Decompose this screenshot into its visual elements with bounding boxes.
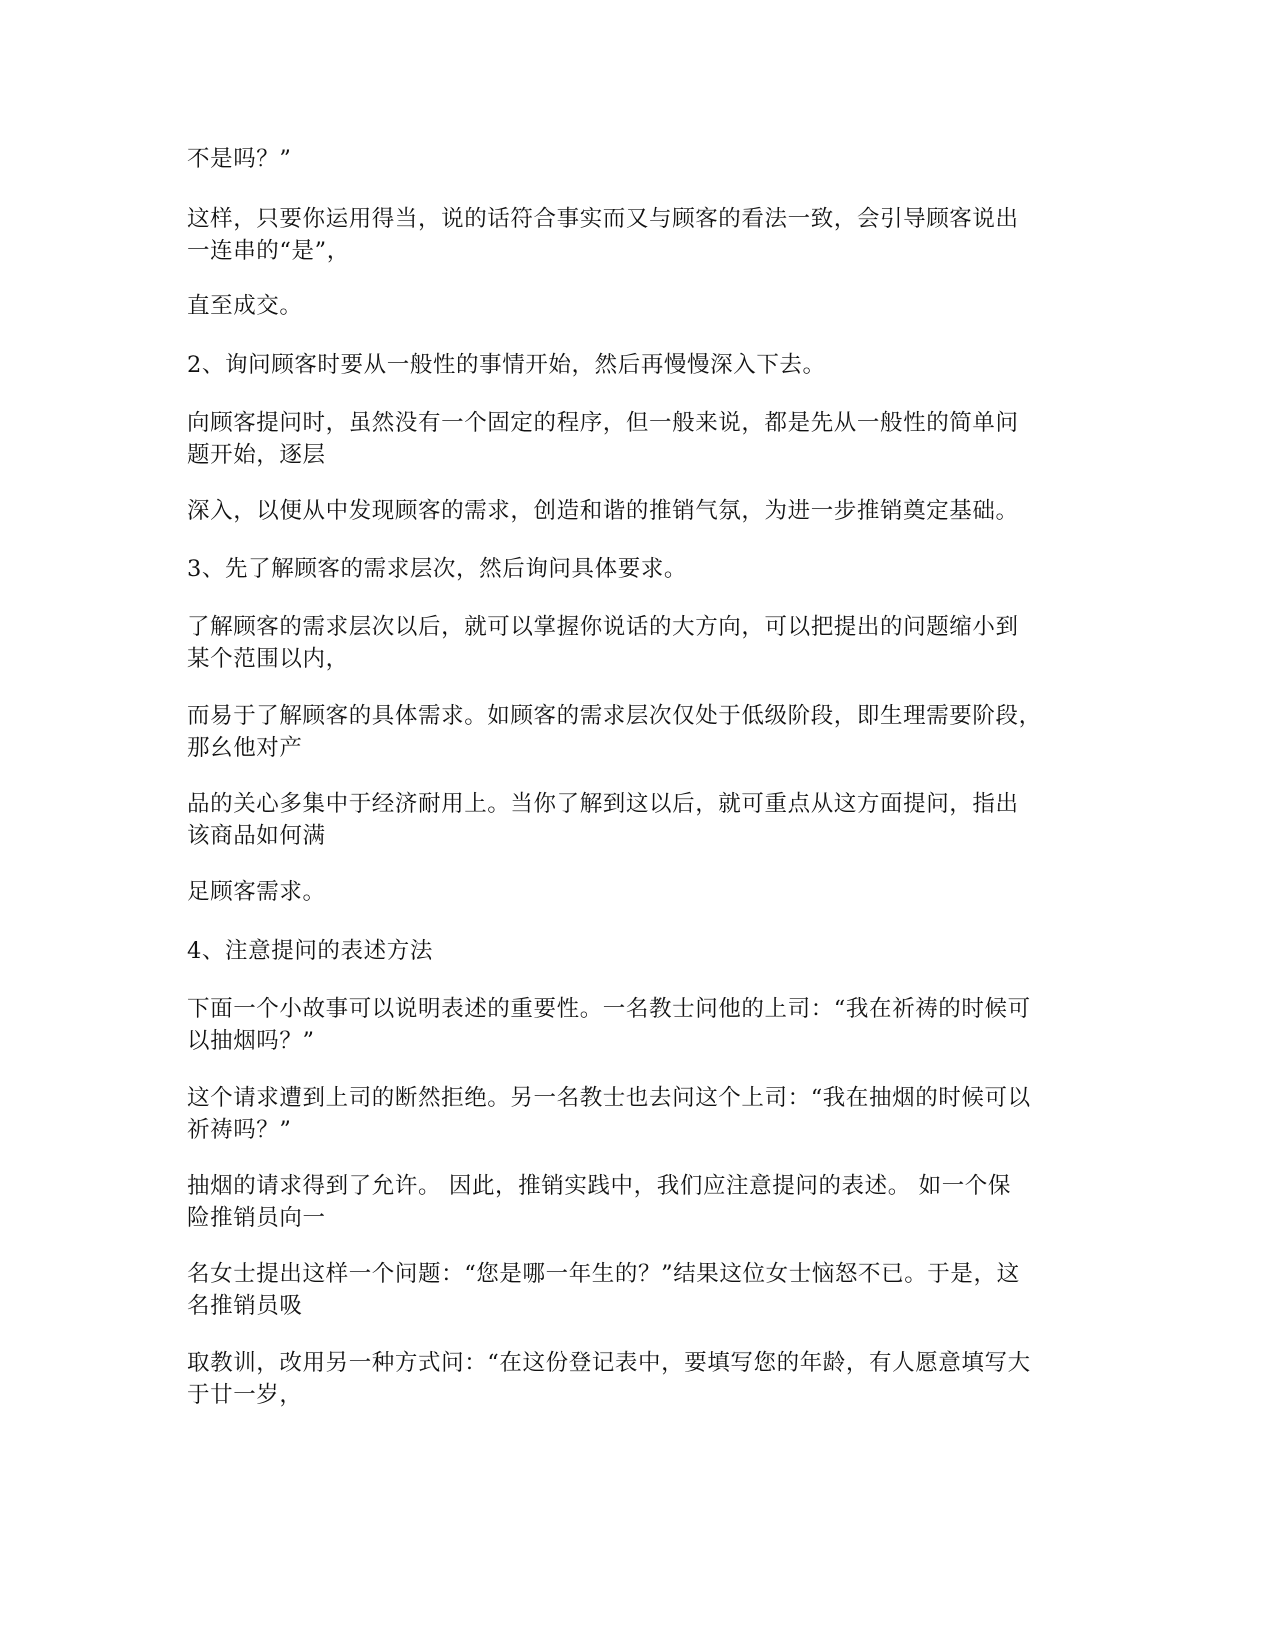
text-line: 名推销员吸 <box>187 1293 303 1319</box>
text-line: 这样，只要你运用得当，说的话符合事实而又与顾客的看法一致，会引导顾客说出 <box>187 206 1019 232</box>
text-line: 足顾客需求。 <box>187 879 326 905</box>
text-line: 深入，以便从中发现顾客的需求，创造和谐的推销气氛，为进一步推销奠定基础。 <box>187 498 1019 524</box>
text-line: 不是吗？” <box>187 146 292 172</box>
paragraph-4 <box>187 349 1087 381</box>
paragraph-5 <box>187 407 1087 471</box>
text-line: 险推销员向一 <box>187 1205 326 1231</box>
paragraph-1 <box>187 143 1087 175</box>
text-line: 该商品如何满 <box>187 823 326 849</box>
text-line: 那幺他对产 <box>187 735 303 761</box>
paragraph-6 <box>187 495 1087 527</box>
paragraph-3 <box>187 290 1087 322</box>
text-line: 而易于了解顾客的具体需求。如顾客的需求层次仅处于低级阶段，即生理需要阶段， <box>187 703 1042 729</box>
text-line: 下面一个小故事可以说明表述的重要性。一名教士问他的上司：“我在祈祷的时候可 <box>187 996 1031 1022</box>
text-line: 于廿一岁， <box>187 1382 303 1408</box>
paragraph-13 <box>187 993 1087 1057</box>
text-line: 品的关心多集中于经济耐用上。当你了解到这以后，就可重点从这方面提问，指出 <box>187 791 1019 817</box>
paragraph-10 <box>187 788 1087 852</box>
paragraph-11 <box>187 876 1087 908</box>
text-line: 名女士提出这样一个问题：“您是哪一年生的？”结果这位女士恼怒不已。于是，这 <box>187 1261 1020 1287</box>
text-line: 某个范围以内， <box>187 646 349 672</box>
text-line: 一连串的“是”， <box>187 238 350 264</box>
text-line: 了解顾客的需求层次以后，就可以掌握你说话的大方向，可以把提出的问题缩小到 <box>187 614 1019 640</box>
text-line: 抽烟的请求得到了允许。 因此，推销实践中，我们应注意提问的表述。 如一个保 <box>187 1173 1012 1199</box>
paragraph-14 <box>187 1082 1087 1146</box>
text-line: 向顾客提问时，虽然没有一个固定的程序，但一般来说，都是先从一般性的简单问 <box>187 410 1019 436</box>
paragraph-12 <box>187 935 1087 967</box>
paragraph-9 <box>187 700 1087 764</box>
text-line: 以抽烟吗？” <box>187 1028 315 1054</box>
text-line: 4、注意提问的表述方法 <box>187 938 433 964</box>
text-line: 题开始，逐层 <box>187 442 326 468</box>
paragraph-8 <box>187 611 1087 675</box>
text-line: 直至成交。 <box>187 293 303 319</box>
text-line: 取教训，改用另一种方式问：“在这份登记表中，要填写您的年龄，有人愿意填写大 <box>187 1350 1031 1376</box>
text-line: 3、先了解顾客的需求层次，然后询问具体要求。 <box>187 556 688 582</box>
paragraph-17 <box>187 1347 1087 1411</box>
paragraph-16 <box>187 1258 1087 1322</box>
text-line: 2、询问顾客时要从一般性的事情开始，然后再慢慢深入下去。 <box>187 352 826 378</box>
text-line: 祈祷吗？” <box>187 1117 292 1143</box>
paragraph-7 <box>187 553 1087 585</box>
paragraph-2 <box>187 203 1087 267</box>
text-line: 这个请求遭到上司的断然拒绝。另一名教士也去问这个上司：“我在抽烟的时候可以 <box>187 1085 1031 1111</box>
paragraph-15 <box>187 1170 1087 1234</box>
